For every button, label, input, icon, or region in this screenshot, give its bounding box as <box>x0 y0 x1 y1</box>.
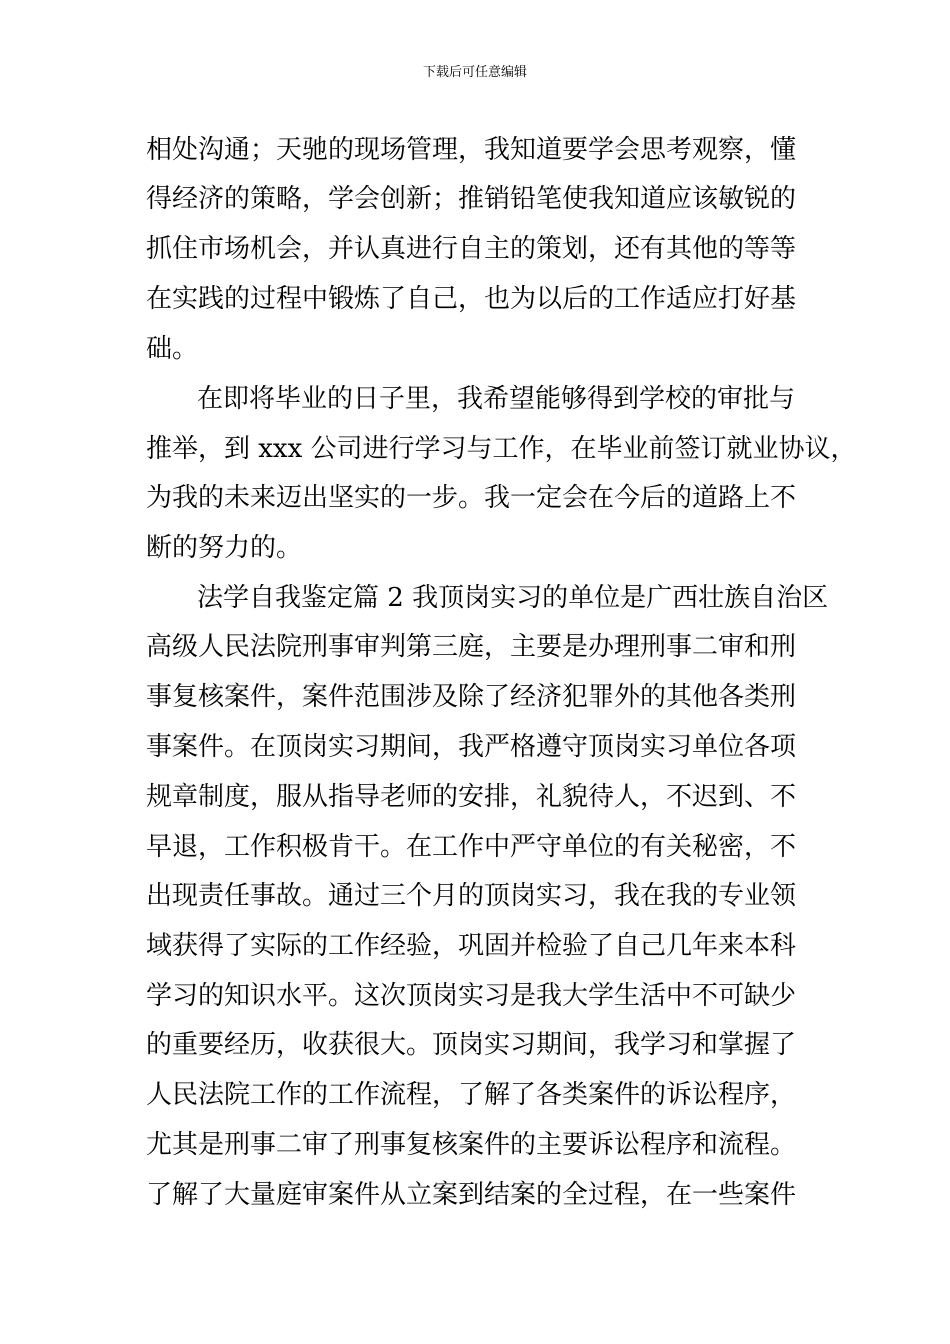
body-line: 推举，到 xxx 公司进行学习与工作，在毕业前签订就业协议， <box>146 434 857 464</box>
body-line: 的重要经历，收获很大。顶岗实习期间，我学习和掌握了 <box>146 1030 797 1060</box>
body-line: 域获得了实际的工作经验，巩固并检验了自己几年来本科 <box>146 931 797 961</box>
body-line: 出现责任事故。通过三个月的顶岗实习，我在我的专业领 <box>146 881 797 911</box>
body-line: 事案件。在顶岗实习期间，我严格遵守顶岗实习单位各项 <box>146 732 797 762</box>
body-line: 断的努力的。 <box>146 533 303 563</box>
body-line: 尤其是刑事二审了刑事复核案件的主要诉讼程序和流程。 <box>146 1130 797 1160</box>
body-line: 相处沟通；天驰的现场管理，我知道要学会思考观察，懂 <box>146 135 797 165</box>
body-line: 抓住市场机会，并认真进行自主的策划，还有其他的等等 <box>146 234 797 264</box>
paragraph-first-line: 法学自我鉴定篇 2 我顶岗实习的单位是广西壮族自治区 <box>197 583 829 613</box>
body-line: 了解了大量庭审案件从立案到结案的全过程，在一些案件 <box>146 1180 797 1210</box>
body-line: 事复核案件，案件范围涉及除了经济犯罪外的其他各类刑 <box>146 682 797 712</box>
body-line: 在实践的过程中锻炼了自己，也为以后的工作适应打好基 <box>146 284 797 314</box>
body-line: 高级人民法院刑事审判第三庭，主要是办理刑事二审和刑 <box>146 632 797 662</box>
body-line: 础。 <box>146 334 199 364</box>
body-line: 规章制度，服从指导老师的安排，礼貌待人，不迟到、不 <box>146 782 797 812</box>
body-line: 人民法院工作的工作流程，了解了各类案件的诉讼程序， <box>146 1080 797 1110</box>
page-header: 下载后可任意编辑 <box>422 65 527 80</box>
body-line: 学习的知识水平。这次顶岗实习是我大学生活中不可缺少 <box>146 981 797 1011</box>
body-line: 为我的未来迈出坚实的一步。我一定会在今后的道路上不 <box>146 483 797 513</box>
paragraph-first-line: 在即将毕业的日子里，我希望能够得到学校的审批与 <box>197 384 796 414</box>
body-line: 早退，工作积极肯干。在工作中严守单位的有关秘密，不 <box>146 832 797 862</box>
body-line: 得经济的策略，学会创新；推销铅笔使我知道应该敏锐的 <box>146 184 797 214</box>
